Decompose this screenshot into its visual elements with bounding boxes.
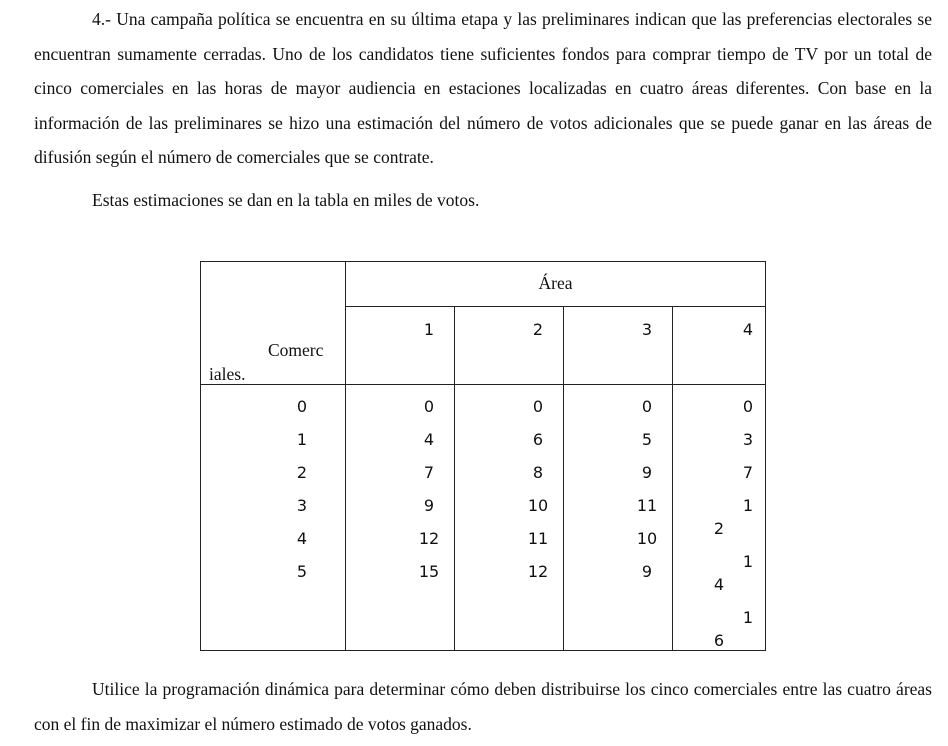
votes-value: 0 [742,397,754,416]
votes-value: 11 [527,529,549,548]
table-divider [672,306,673,651]
commercials-count: 5 [296,562,308,581]
table-divider [345,306,766,307]
votes-value: 0 [641,397,653,416]
commercials-header: Comerc [268,340,324,360]
votes-value: 2 [713,519,725,538]
votes-value: 12 [418,529,440,548]
problem-statement: Una campaña política se encuentra en su última etapa y las preliminares indican que las preferencias electorales se encuentran sumamente cerradas. Uno de los candidatos tiene suficientes fondos para comprar tiempo de TV por un total de cinco comerciales en las horas de mayor audiencia en estaciones localizadas en cuatro áreas diferentes. Con base en la información de las preliminares se hizo una estimación del número de votos adicionales que se puede ganar en las áreas de difusión según el número de comerciales que se contrate. [34,9,932,167]
votes-value: 4 [423,430,435,449]
commercials-count: 0 [296,397,308,416]
votes-value: 9 [641,463,653,482]
table-divider [345,261,346,651]
commercials-count: 2 [296,463,308,482]
area-number: 3 [641,320,653,339]
votes-value: 6 [713,631,725,650]
commercials-count: 1 [296,430,308,449]
table-divider [200,384,766,385]
votes-value: 6 [532,430,544,449]
area-number: 1 [423,320,435,339]
commercials-count: 4 [296,529,308,548]
table-divider [454,306,455,651]
area-header: Área [538,273,573,293]
votes-value: 11 [636,496,658,515]
votes-value: 8 [532,463,544,482]
votes-value: 1 [742,608,754,627]
votes-value: 0 [532,397,544,416]
votes-value: 10 [636,529,658,548]
problem-number: 4.- [92,9,111,29]
votes-value: 15 [418,562,440,581]
problem-paragraph-1 [34,2,932,175]
votes-value: 12 [527,562,549,581]
votes-value: 4 [713,575,725,594]
table-divider [563,306,564,651]
commercials-count: 3 [296,496,308,515]
commercials-header: iales. [209,364,246,384]
votes-value: 1 [742,496,754,515]
votes-value: 10 [527,496,549,515]
votes-value: 1 [742,552,754,571]
votes-table [200,261,766,651]
votes-value: 5 [641,430,653,449]
table-intro: Estas estimaciones se dan en la tabla en miles de votos. [92,190,480,210]
area-number: 4 [742,320,754,339]
problem-paragraph-2 [34,183,932,218]
area-number: 2 [532,320,544,339]
task-statement: Utilice la programación dinámica para determinar cómo deben distribuirse los cinco comerciales entre las cuatro áreas con el fin de maximizar el número estimado de votos ganados. [34,679,932,734]
votes-value: 9 [641,562,653,581]
votes-value: 9 [423,496,435,515]
problem-paragraph-3 [34,672,932,741]
votes-value: 7 [423,463,435,482]
votes-value: 0 [423,397,435,416]
votes-value: 7 [742,463,754,482]
votes-value: 3 [742,430,754,449]
